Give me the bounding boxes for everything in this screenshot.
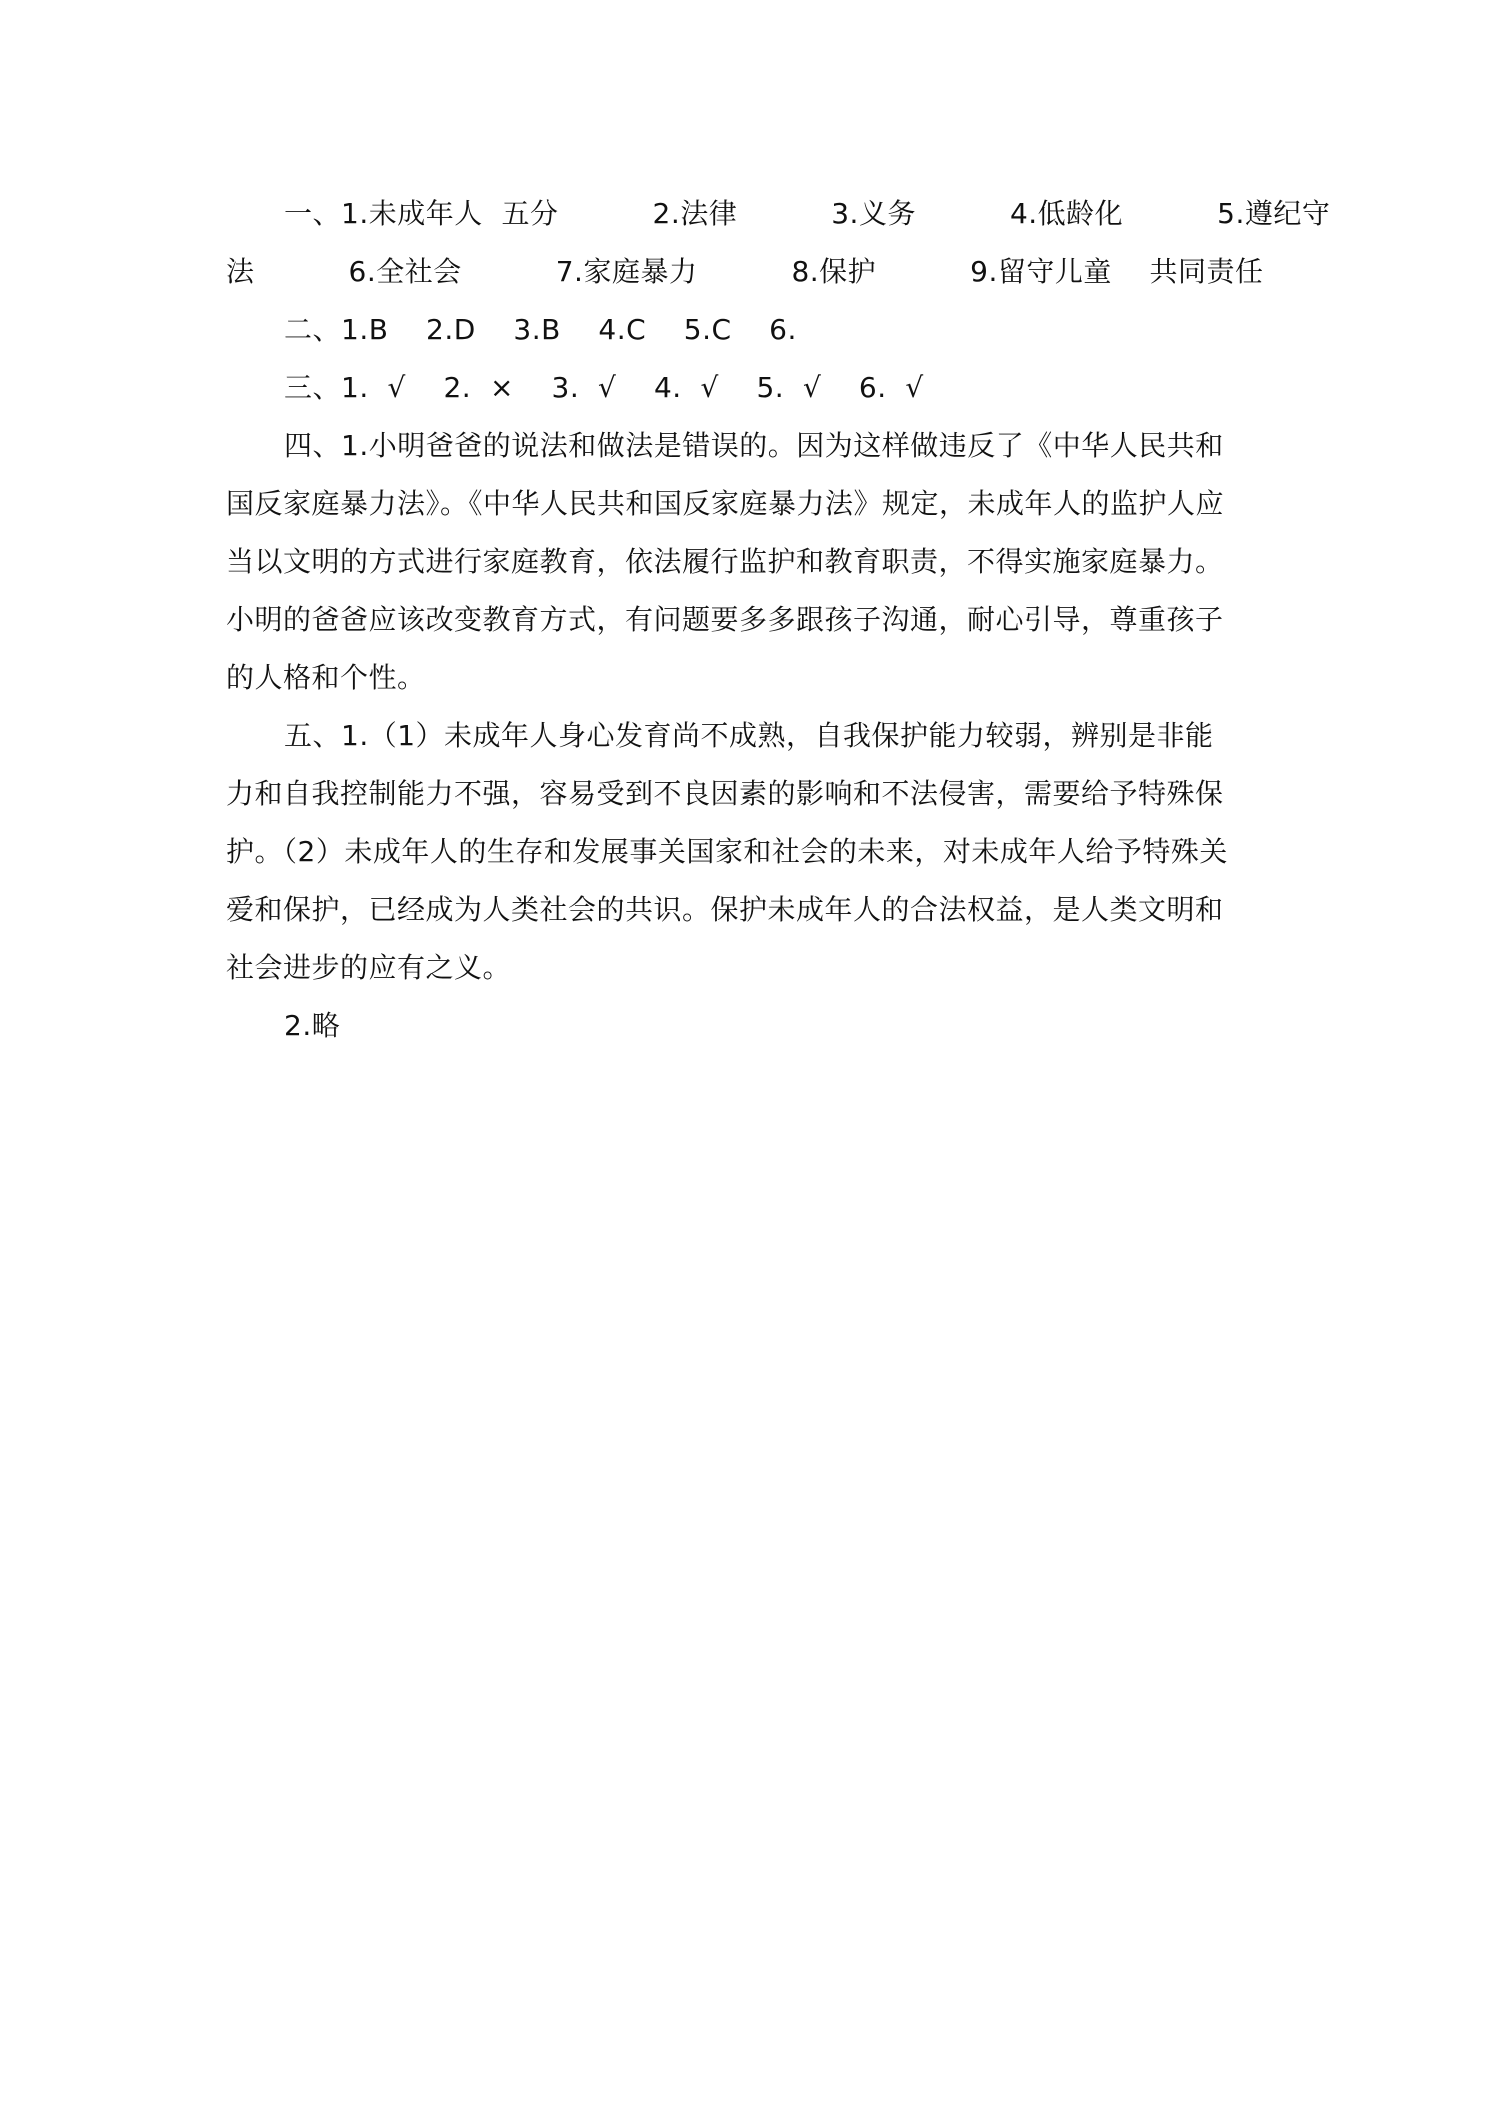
section-2-line — [226, 301, 1266, 359]
section-1-fill-in — [226, 185, 1331, 301]
section-5-line-1 — [226, 707, 1266, 765]
section-5-line-5: 社会进步的应有之义。 — [226, 951, 512, 984]
section-5-line-2: 力和自我控制能力不强，容易受到不良因素的影响和不法侵害，需要给予特殊保 — [226, 777, 1224, 810]
section-5-line-4: 爱和保护，已经成为人类社会的共识。保护未成年人的合法权益，是人类文明和 — [226, 893, 1224, 926]
section-5-line-3: 护。（2）未成年人的生存和发展事关国家和社会的未来，对未成年人给予特殊关 — [226, 835, 1228, 868]
section-1-line-2: 法 6.全社会 7.家庭暴力 8.保护 9.留守儿童 共同责任 — [226, 255, 1264, 288]
answer-content — [226, 185, 1331, 1055]
section-1-line-1-text: 一、1.未成年人 五分 2.法律 3.义务 4.低龄化 5.遵纪守 — [284, 197, 1331, 230]
section-5-item-2 — [226, 997, 1266, 1055]
section-4-line-1-text: 四、1.小明爸爸的说法和做法是错误的。因为这样做违反了《中华人民共和 — [284, 429, 1224, 462]
section-4-line-3: 当以文明的方式进行家庭教育，依法履行监护和教育职责，不得实施家庭暴力。 — [226, 545, 1224, 578]
section-3-text: 三、1. √ 2. × 3. √ 4. √ 5. √ 6. √ — [284, 371, 924, 404]
section-2-text: 二、1.B 2.D 3.B 4.C 5.C 6. — [284, 313, 797, 346]
section-5-inquiry — [226, 707, 1266, 1055]
section-3-line — [226, 359, 1266, 417]
section-2-choice — [226, 301, 1266, 359]
section-5-item-2-text: 2.略 — [284, 1009, 341, 1042]
section-1-line-1 — [226, 185, 1331, 243]
section-5-line-1-text: 五、1.（1）未成年人身心发育尚不成熟，自我保护能力较弱，辨别是非能 — [284, 719, 1214, 752]
section-4-line-4: 小明的爸爸应该改变教育方式，有问题要多多跟孩子沟通，耐心引导，尊重孩子 — [226, 603, 1224, 636]
section-4-analysis — [226, 417, 1266, 707]
section-3-judgement — [226, 359, 1266, 417]
section-4-line-1 — [226, 417, 1266, 475]
section-4-line-2: 国反家庭暴力法》。《中华人民共和国反家庭暴力法》规定，未成年人的监护人应 — [226, 487, 1225, 520]
section-4-line-5: 的人格和个性。 — [226, 661, 426, 694]
